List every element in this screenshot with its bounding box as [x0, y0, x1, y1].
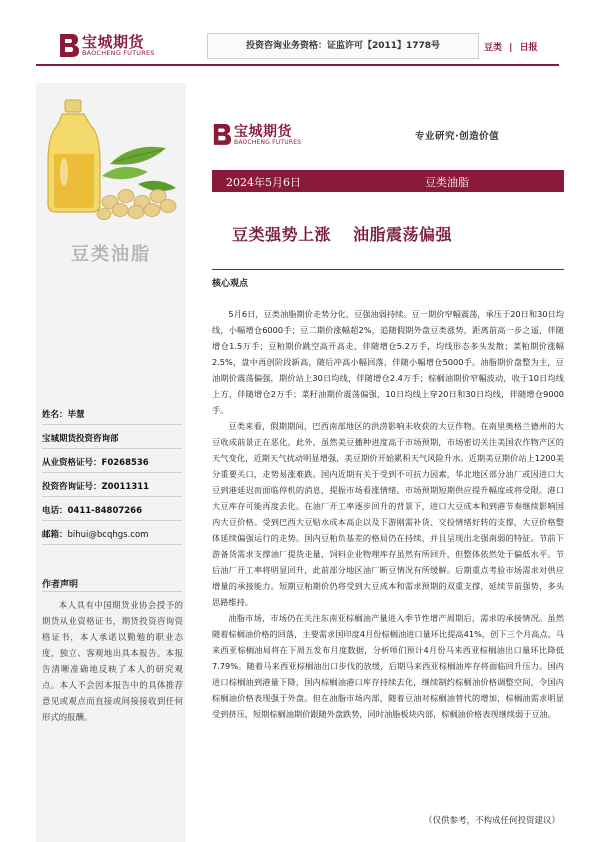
company-logo-icon: [212, 122, 232, 146]
info-divider: [42, 448, 182, 449]
email-address[interactable]: bihui@bcqhgs.com: [67, 530, 149, 540]
body-paragraph: 油脂市场，市场仍在关注东南亚棕榈油产量进入季节性增产周期后，需求的承接情况。虽然随着棕榈油价格的回落，主要需求国印度4月份棕榈油进口量环比提高41%，创下三个月高点。马来西亚棕榈油局将在下周五发布月度数据，分析师们预计4月份马来西亚棕榈油出口量环比降低7.79%。随着马来西亚棕榈油出口步伐的放缓，后期马来西亚棕榈油库存将面临回升压力。国内进口棕榈油到港量下降，国内棕榈油港口库存持续去化，继续制约棕榈油价格调整空间，令国内棕榈油价格表现强于外盘。但在油脂市场内部，随着豆油对棕榈油替代的增加，棕榈油需求明显受到挤压，短期棕榈油期价跟随外盘跌势，同时油脂板块内部，棕榈油价格表现继续弱于豆油。: [212, 613, 564, 719]
tag-separator: |: [509, 43, 513, 53]
company-name: 宝城期货投资咨询部: [42, 434, 119, 444]
license-number: F0268536: [101, 458, 149, 468]
report-headline: [232, 222, 452, 245]
info-divider: [42, 520, 182, 521]
headline-part-1: 豆类强势上涨: [232, 225, 332, 244]
category-tag: 豆类: [484, 43, 503, 53]
statement-divider: [42, 591, 182, 592]
header-logo: [58, 30, 158, 64]
body-paragraph: 5月6日，豆类油脂期价走势分化，豆强油弱持续。豆一期价窄幅震荡，承压于20日和30日均线，小幅增仓6000手；豆二期价涨幅超2%，追随假期外盘豆类涨势，距离前高一步之遥，伴随增仓1.5万手；豆粕期价跳空高开高走，伴随增仓5.2万手，均线形态多头发散；菜粕期价涨幅2.5%，盘中再创阶段新高，随后冲高小幅回落，伴随小幅增仓5000手。油脂期价盘整为主，豆油期价震荡偏强，期价站上30日均线，伴随增仓2.4万手；棕榈油期价窄幅波动，收于10日均线上方，伴随增仓2万手；菜籽油期价震荡偏强，10日均线上穿20日和30日均线，伴随增仓9000手。: [212, 309, 564, 415]
info-divider: [42, 424, 182, 425]
report-logo-text: 宝城期货: [234, 124, 292, 140]
info-divider: [42, 496, 182, 497]
info-divider: [42, 472, 182, 473]
headline-divider: [212, 269, 564, 270]
invest-license-number: Z0011311: [101, 482, 150, 492]
core-view-label: 核心观点: [212, 279, 249, 289]
analyst-name-row: [42, 408, 85, 420]
report-date: 2024年5月6日: [226, 176, 301, 189]
body-paragraph: 豆类来看，假期期间，巴西南部地区的洪涝影响未收获的大豆作物。在南里奥格兰德州的大豆收成前景正在恶化。此外，虽然美豆播种进度高于市场预期，市场密切关注美国农作物产区的天气变化，近期天气扰动明显增强，美豆期价开始累积天气风险升水。近期美豆期价站上1200美分重要关口，走势易涨难跌。国内近期有关于受到不可抗力因素，华北地区部分油厂或因进口大豆到港延迟而面临停机的消息，提振市场看涨情绪。市场预期短期供应提升幅度或将受限。港口大豆库存可能再度去化。在油厂开工率逐步回升的背景下，进口大豆成本和到港节奏继续影响国内大豆价格。受到巴西大豆贴水成本高企以及下游刚需补货、交投情绪好转的支撑，大豆价格整体延续偏强运行的走势。国内豆粕负基差的格局仍在持续，并且呈现出北强南弱的特征。节前下游备货需求支撑油厂提货走量，饲料企业物理库存虽然有所回升，但整体依然处于偏低水平。节后油厂开工率将明显回升，此前部分地区油厂断豆情况有所缓解。后期重点考验市场需求对供应增量的承接能力。短期豆粕期价仍将受到大豆成本和需求预期的双重支撑，延续节前强势，多头思路维持。: [212, 421, 564, 607]
sidebar-section-title: 豆类油脂: [71, 244, 151, 265]
oil-and-soybeans-image: [40, 92, 182, 220]
report-frequency-tag: 日报: [519, 43, 538, 53]
company-slogan: 专业研究·创造价值: [415, 131, 500, 142]
report-type-label: [484, 40, 538, 53]
disclaimer-note: （仅供参考，不构成任何投资建议）: [424, 816, 561, 826]
analyst-name: 毕慧: [67, 410, 85, 420]
company-logo-icon: [58, 32, 80, 58]
info-divider: [42, 544, 182, 545]
invest-license-row: [42, 480, 149, 492]
report-logo-english: BAOCHENG FUTURES: [234, 139, 302, 146]
email-row: [42, 528, 148, 540]
header-divider: [36, 64, 559, 66]
header-logo-text: 宝城期货: [82, 33, 145, 51]
invest-license-label: 投资咨询证号：: [42, 482, 102, 492]
license-row: [42, 456, 149, 468]
phone-label: 电话：: [42, 506, 68, 516]
qualification-box: 投资咨询业务资格：证监许可【2011】1778号: [207, 33, 479, 59]
phone-row: [42, 504, 142, 516]
phone-number: 0411-84807266: [67, 506, 143, 516]
report-body: [212, 306, 564, 722]
headline-part-2: 油脂震荡偏强: [353, 225, 453, 244]
email-label: 邮箱：: [42, 530, 68, 540]
analyst-name-label: 姓名：: [42, 410, 68, 420]
author-statement: 本人具有中国期货业协会授予的期货从业资格证书，期货投资咨询资格证书，本人承诺以勤勉的职业态度，独立、客观地出具本报告。本报告清晰准确地反映了本人的研究观点。本人不会因本报告中的具体推荐意见或观点而直接或间接接收到任何形式的报酬。: [42, 600, 183, 722]
report-logo: [212, 120, 332, 152]
license-label: 从业资格证号：: [42, 458, 102, 468]
author-statement-title: 作者声明: [42, 580, 79, 590]
report-category: 豆类油脂: [425, 176, 469, 189]
header-logo-english: BAOCHENG FUTURES: [82, 49, 155, 57]
